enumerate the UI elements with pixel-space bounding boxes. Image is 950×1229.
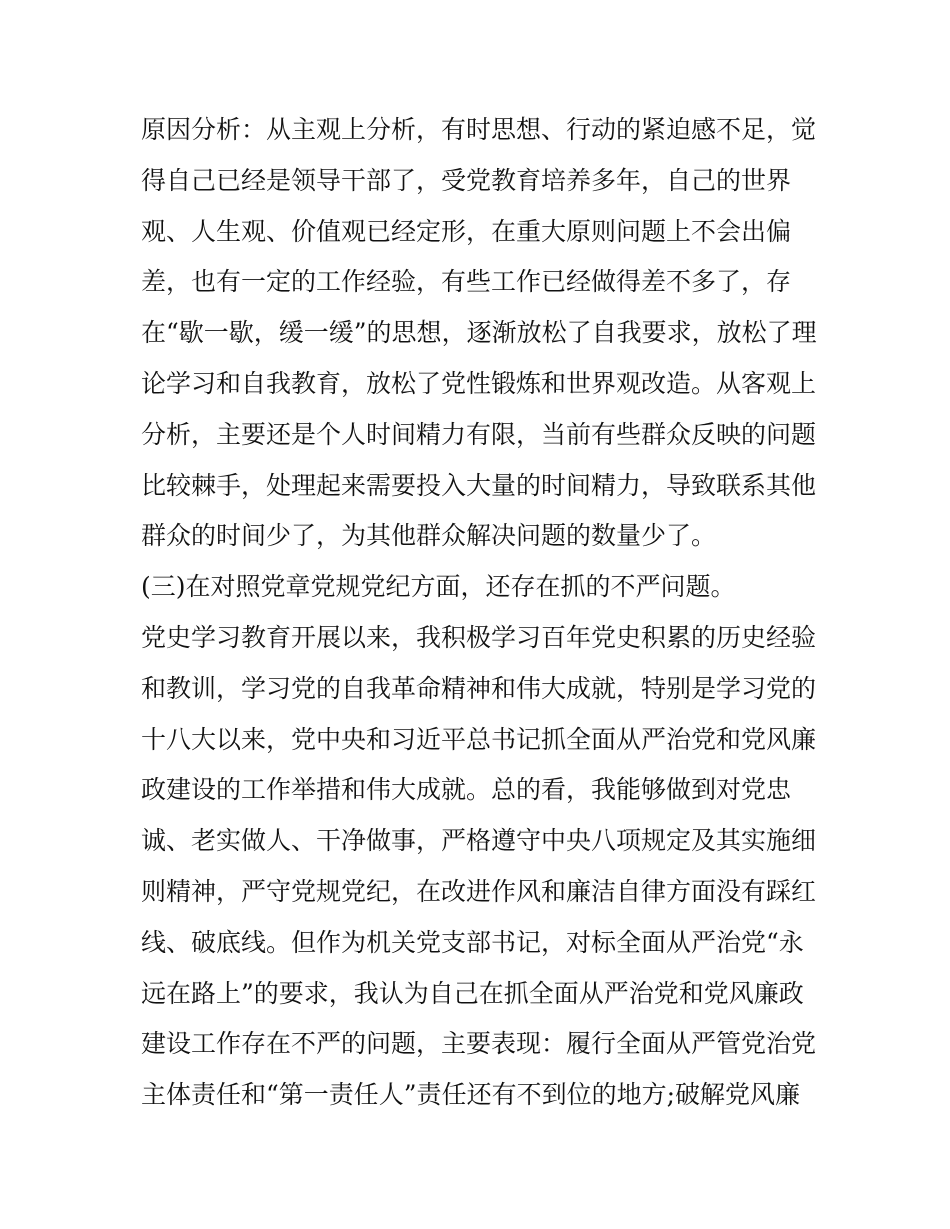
- section-heading: (三)在对照党章党规党纪方面，还存在抓的不严问题。: [141, 572, 736, 602]
- text-line: 差，也有一定的工作经验，有些工作已经做得差不多了，存: [141, 267, 792, 297]
- text-line: 分析，主要还是个人时间精力有限，当前有些群众反映的问题: [141, 419, 817, 449]
- text-line: 论学习和自我教育，放松了党性锻炼和世界观改造。从客观上: [141, 368, 817, 398]
- text-line: 得自己已经是领导干部了，受党教育培养多年，自己的世界: [141, 165, 792, 195]
- text-line: 则精神，严守党规党纪，在改进作风和廉洁自律方面没有踩红: [141, 876, 817, 906]
- text-line: 政建设的工作举措和伟大成就。总的看，我能够做到对党忠: [141, 775, 792, 805]
- text-line: 远在路上”的要求，我认为自己在抓全面从严治党和党风廉政: [141, 978, 804, 1008]
- text-line: 诚、老实做人、干净做事，严格遵守中央八项规定及其实施细: [141, 826, 817, 856]
- text-line: 在“歇一歇，缓一缓”的思想，逐渐放松了自我要求，放松了理: [141, 318, 817, 348]
- text-line: 原因分析：从主观上分析，有时思想、行动的紧迫感不足，觉: [141, 115, 817, 144]
- text-line: 群众的时间少了，为其他群众解决问题的数量少了。: [141, 521, 717, 551]
- text-line: 和教训，学习党的自我革命精神和伟大成就，特别是学习党的: [141, 673, 817, 703]
- body-text: [141, 105, 821, 1121]
- text-line: 党史学习教育开展以来，我积极学习百年党史积累的历史经验: [141, 622, 817, 652]
- text-line: 主体责任和“第一责任人”责任还有不到位的地方;破解党风廉: [141, 1080, 800, 1110]
- text-line: 十八大以来，党中央和习近平总书记抓全面从严治党和党风廉: [141, 724, 817, 754]
- text-line: 比较棘手，处理起来需要投入大量的时间精力，导致联系其他: [141, 470, 817, 500]
- text-line: 观、人生观、价值观已经定形，在重大原则问题上不会出偏: [141, 216, 792, 246]
- text-line: 建设工作存在不严的问题，主要表现：履行全面从严管党治党: [141, 1029, 817, 1059]
- text-line: 线、破底线。但作为机关党支部书记，对标全面从严治党“永: [141, 927, 804, 957]
